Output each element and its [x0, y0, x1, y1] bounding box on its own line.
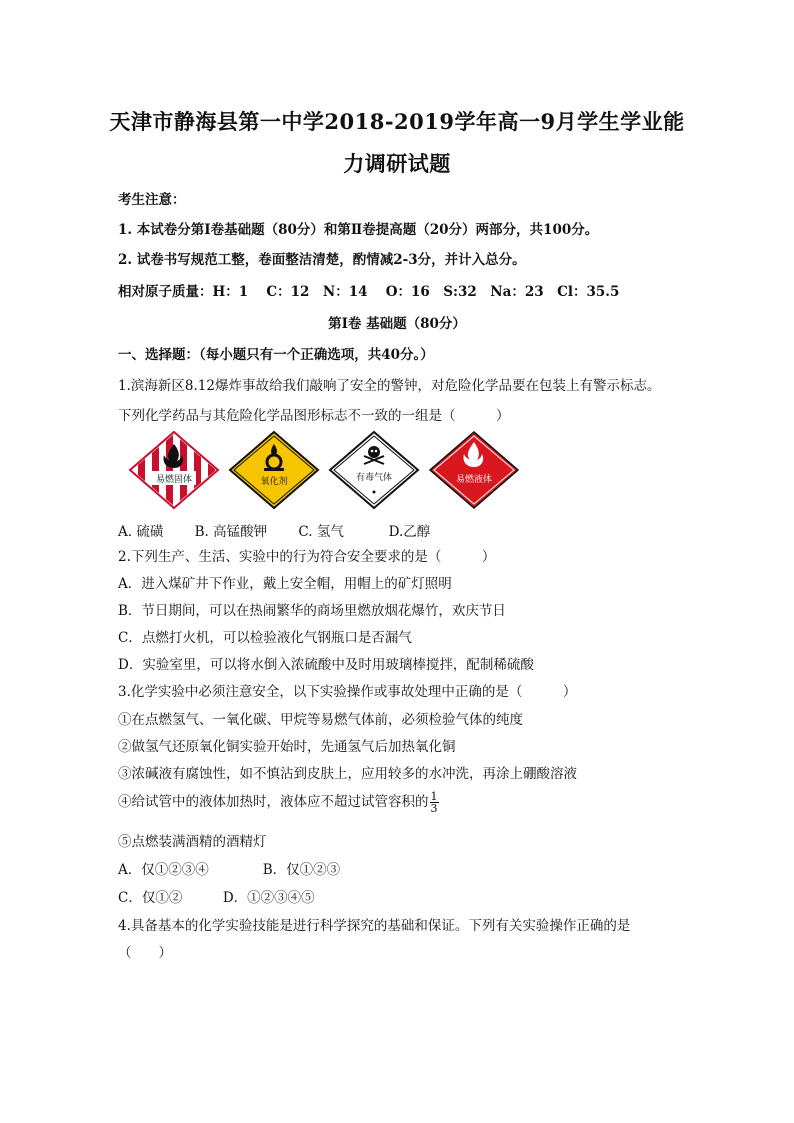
- q3-statement-5: ⑤点燃装满酒精的酒精灯: [118, 834, 267, 850]
- q1-stem-line1: 1.滨海新区8.12爆炸事故给我们敲响了安全的警钟，对危险化学品要在包装上有警示标志。: [118, 378, 661, 394]
- q2-option-b: B．节日期间，可以在热闹繁华的商场里燃放烟花爆竹，欢庆节日: [118, 603, 506, 619]
- q3-statement-2: ②做氢气还原氧化铜实验开始时，先通氢气后加热氧化铜: [118, 739, 456, 755]
- q3-options-cd: C．仅①② D．①②③④⑤: [118, 890, 315, 906]
- q4-stem-line1: 4.具备基本的化学实验技能是进行科学探究的基础和保证。下列有关实验操作正确的是: [118, 918, 631, 934]
- q2-option-d: D．实验室里，可以将水倒入浓硫酸中及时用玻璃棒搅拌，配制稀硫酸: [118, 657, 534, 673]
- hazard-signs: [128, 430, 528, 510]
- q2-option-c: C．点燃打火机，可以检验液化气钢瓶口是否漏气: [118, 630, 412, 646]
- flammable-solid-sign-icon: [128, 430, 220, 510]
- sign-label-4: 易燃液体: [455, 475, 493, 485]
- q2-stem: 2.下列生产、生活、实验中的行为符合安全要求的是（ ）: [118, 549, 496, 565]
- exam-title-line2: 力调研试题: [343, 151, 451, 176]
- section-title: 第Ⅰ卷 基础题（80分）: [328, 316, 466, 332]
- sign-label-1: 易燃固体: [155, 475, 193, 485]
- flammable-liquid-sign-icon: [428, 430, 520, 510]
- sign-label-2: 氧化剂: [260, 477, 288, 487]
- q3-stem: 3.化学实验中必须注意安全，以下实验操作或事故处理中正确的是（ ）: [118, 684, 577, 700]
- oxidizer-sign-icon: [228, 430, 320, 510]
- part-title: 一、选择题：（每小题只有一个正确选项，共40分。）: [118, 347, 434, 363]
- q2-option-a: A．进入煤矿井下作业，戴上安全帽，用帽上的矿灯照明: [118, 576, 452, 592]
- q3-statement-4: ④给试管中的液体加热时，液体应不超过试管容积的: [118, 794, 429, 810]
- q3-statement-3: ③浓碱液有腐蚀性，如不慎沾到皮肤上，应用较多的水冲洗，再涂上硼酸溶液: [118, 766, 577, 782]
- exam-title-line1: 天津市静海县第一中学2018-2019学年高一9月学生学业能: [109, 109, 685, 134]
- q1-stem-line2: 下列化学药品与其危险化学品图形标志不一致的一组是（ ）: [118, 408, 510, 424]
- q4-stem-line2: （ ）: [118, 945, 172, 961]
- q3-statement-1: ①在点燃氢气、一氧化碳、甲烷等易燃气体前，必须检验气体的纯度: [118, 712, 523, 728]
- q3-statement-4-row: [118, 790, 439, 814]
- notice-item-2: 2. 试卷书写规范工整，卷面整洁清楚，酌情减2-3分，并计入总分。: [118, 252, 526, 268]
- toxic-gas-sign-icon: [328, 430, 420, 510]
- q1-options: A. 硫磺 B. 高锰酸钾 C. 氢气 D.乙醇: [118, 524, 431, 540]
- sign-label-3: 有毒气体: [355, 473, 393, 483]
- atomic-mass-line: 相对原子质量：H：1 C：12 N：14 O：16 S:32 Na：23 Cl：35.5: [118, 284, 620, 300]
- q3-options-ab: A．仅①②③④ B．仅①②③: [118, 862, 341, 878]
- notice-item-1: 1. 本试卷分第Ⅰ卷基础题（80分）和第Ⅱ卷提高题（20分）两部分，共100分。: [118, 222, 599, 238]
- notice-heading: 考生注意：: [118, 192, 186, 208]
- fraction-one-third: $\frac{1}{3}$: [430, 790, 438, 815]
